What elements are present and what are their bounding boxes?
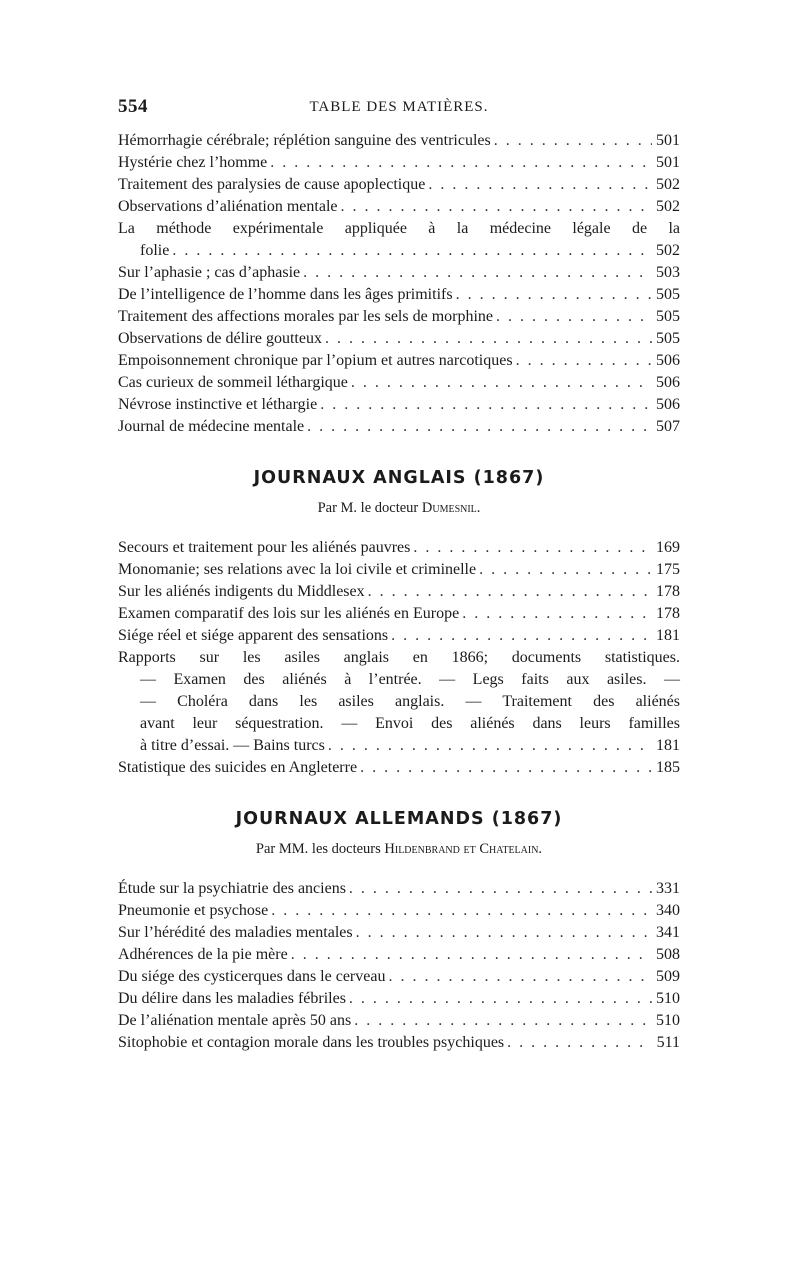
toc-entry — [118, 152, 680, 174]
entry-line-4: avant leur séquestration. — Envoi des aliénés dans leurs familles — [140, 715, 680, 732]
entry-line-5: à titre d’essai. — Bains turcs — [140, 737, 325, 754]
running-head — [118, 96, 680, 126]
entry-text: Adhérences de la pie mère — [118, 946, 288, 963]
entry-page: 507 — [656, 418, 680, 435]
toc-entry — [118, 416, 680, 438]
entry-page: 510 — [656, 990, 680, 1007]
entry-text: Traitement des paralysies de cause apoplectique — [118, 176, 426, 193]
entry-text: Traitement des affections morales par les sels de morphine — [118, 308, 494, 325]
entry-text-last-line: folie — [140, 242, 170, 259]
entry-text: Hémorrhagie cérébrale; réplétion sanguine des ventricules — [118, 132, 491, 149]
entry-text: Statistique des suicides en Angleterre — [118, 759, 358, 776]
toc-entry — [118, 328, 680, 350]
author-name-2: Chatelain. — [479, 841, 543, 857]
entry-page: 501 — [656, 132, 680, 149]
entry-text: Secours et traitement pour les aliénés pauvres — [118, 539, 411, 556]
entry-page: 502 — [656, 242, 680, 259]
entry-text: Névrose instinctive et léthargie — [118, 396, 318, 413]
entry-page: 175 — [656, 561, 680, 578]
toc-entry — [118, 350, 680, 372]
toc-entry — [118, 944, 680, 966]
section-title-english: JOURNAUX ANGLAIS (1867) — [253, 468, 545, 488]
entry-text: De l’aliénation mentale après 50 ans — [118, 1012, 352, 1029]
entry-text: Sitophobie et contagion morale dans les troubles psychiques — [118, 1034, 505, 1051]
entry-line-2: — Examen des aliénés à l’entrée. — Legs faits aux asiles. — — [140, 671, 680, 688]
entry-page: 181 — [656, 627, 680, 644]
entry-page: 340 — [656, 902, 680, 919]
entry-page: 506 — [656, 396, 680, 413]
entry-page: 341 — [656, 924, 680, 941]
toc-entry — [118, 1010, 680, 1032]
entry-text: Observations d’aliénation mentale — [118, 198, 338, 215]
entry-page: 505 — [656, 308, 680, 325]
entry-page: 185 — [656, 759, 680, 776]
toc-entry — [118, 306, 680, 328]
author-name: Dumesnil. — [421, 500, 481, 516]
toc-entry — [118, 757, 680, 779]
toc-entry — [118, 966, 680, 988]
toc-entry — [118, 372, 680, 394]
entry-page: 178 — [656, 605, 680, 622]
entry-text: Cas curieux de sommeil léthargique — [118, 374, 348, 391]
toc-entry — [118, 218, 680, 262]
entry-page: 506 — [656, 374, 680, 391]
section-author-english — [118, 500, 680, 517]
entry-text: Journal de médecine mentale — [118, 418, 305, 435]
toc-entry-long — [118, 647, 680, 757]
entry-page: 505 — [656, 286, 680, 303]
toc-entry — [118, 559, 680, 581]
entry-text: Siége réel et siége apparent des sensations — [118, 627, 389, 644]
entry-line-3: — Choléra dans les asiles anglais. — Traitement des aliénés — [140, 693, 680, 710]
entry-page: 502 — [656, 176, 680, 193]
author-prefix: Par MM. les docteurs — [255, 841, 381, 857]
toc-entry — [118, 988, 680, 1010]
entry-text: De l’intelligence de l’homme dans les âges primitifs — [118, 286, 453, 303]
entry-text: Observations de délire goutteux — [118, 330, 322, 347]
toc-entry — [118, 262, 680, 284]
toc-list-french — [118, 130, 680, 438]
entry-text: Hystérie chez l’homme — [118, 154, 268, 171]
entry-text: Pneumonie et psychose — [118, 902, 269, 919]
toc-entry — [118, 581, 680, 603]
entry-page: 169 — [656, 539, 680, 556]
entry-page: 506 — [656, 352, 680, 369]
entry-page: 331 — [656, 880, 680, 897]
entry-text: Étude sur la psychiatrie des anciens — [118, 880, 346, 897]
toc-entry — [118, 922, 680, 944]
toc-page — [118, 96, 680, 1054]
toc-entry — [118, 537, 680, 559]
toc-entry — [118, 130, 680, 152]
entry-text: Empoisonnement chronique par l’opium et autres narcotiques — [118, 352, 513, 369]
entry-page: 503 — [656, 264, 680, 281]
running-title: TABLE DES MATIÈRES. — [309, 99, 489, 115]
entry-page: 502 — [656, 198, 680, 215]
entry-text-first-line: La méthode expérimentale appliquée à la médecine légale de la — [118, 220, 680, 237]
entry-page: 501 — [656, 154, 680, 171]
entry-page: 181 — [656, 737, 680, 754]
toc-list-german — [118, 878, 680, 1054]
toc-entry — [118, 878, 680, 900]
toc-entry — [118, 174, 680, 196]
entry-page: 510 — [656, 1012, 680, 1029]
toc-entry — [118, 603, 680, 625]
entry-text: Sur l’hérédité des maladies mentales — [118, 924, 353, 941]
entry-text: Monomanie; ses relations avec la loi civile et criminelle — [118, 561, 477, 578]
entry-page: 178 — [656, 583, 680, 600]
section-author-german — [118, 841, 680, 858]
entry-text: Examen comparatif des lois sur les aliénés en Europe — [118, 605, 460, 622]
toc-list-english — [118, 537, 680, 779]
entry-text: Du siége des cysticerques dans le cerveau — [118, 968, 386, 985]
entry-page: 505 — [656, 330, 680, 347]
page-number: 554 — [118, 96, 148, 117]
toc-entry — [118, 394, 680, 416]
entry-page: 509 — [656, 968, 680, 985]
toc-entry — [118, 1032, 680, 1054]
entry-line-1: Rapports sur les asiles anglais en 1866; documents statistiques. — [118, 649, 680, 666]
toc-entry — [118, 900, 680, 922]
entry-page: 508 — [656, 946, 680, 963]
author-prefix: Par M. le docteur — [317, 500, 419, 516]
section-title-german: JOURNAUX ALLEMANDS (1867) — [235, 809, 563, 829]
entry-page: 511 — [656, 1034, 680, 1051]
author-name-1: Hildenbrand — [384, 841, 460, 857]
author-joiner: et — [463, 841, 476, 857]
entry-text: Du délire dans les maladies fébriles — [118, 990, 346, 1007]
toc-entry — [118, 284, 680, 306]
entry-text: Sur l’aphasie ; cas d’aphasie — [118, 264, 301, 281]
entry-text: Sur les aliénés indigents du Middlesex — [118, 583, 365, 600]
toc-entry — [118, 196, 680, 218]
toc-entry — [118, 625, 680, 647]
